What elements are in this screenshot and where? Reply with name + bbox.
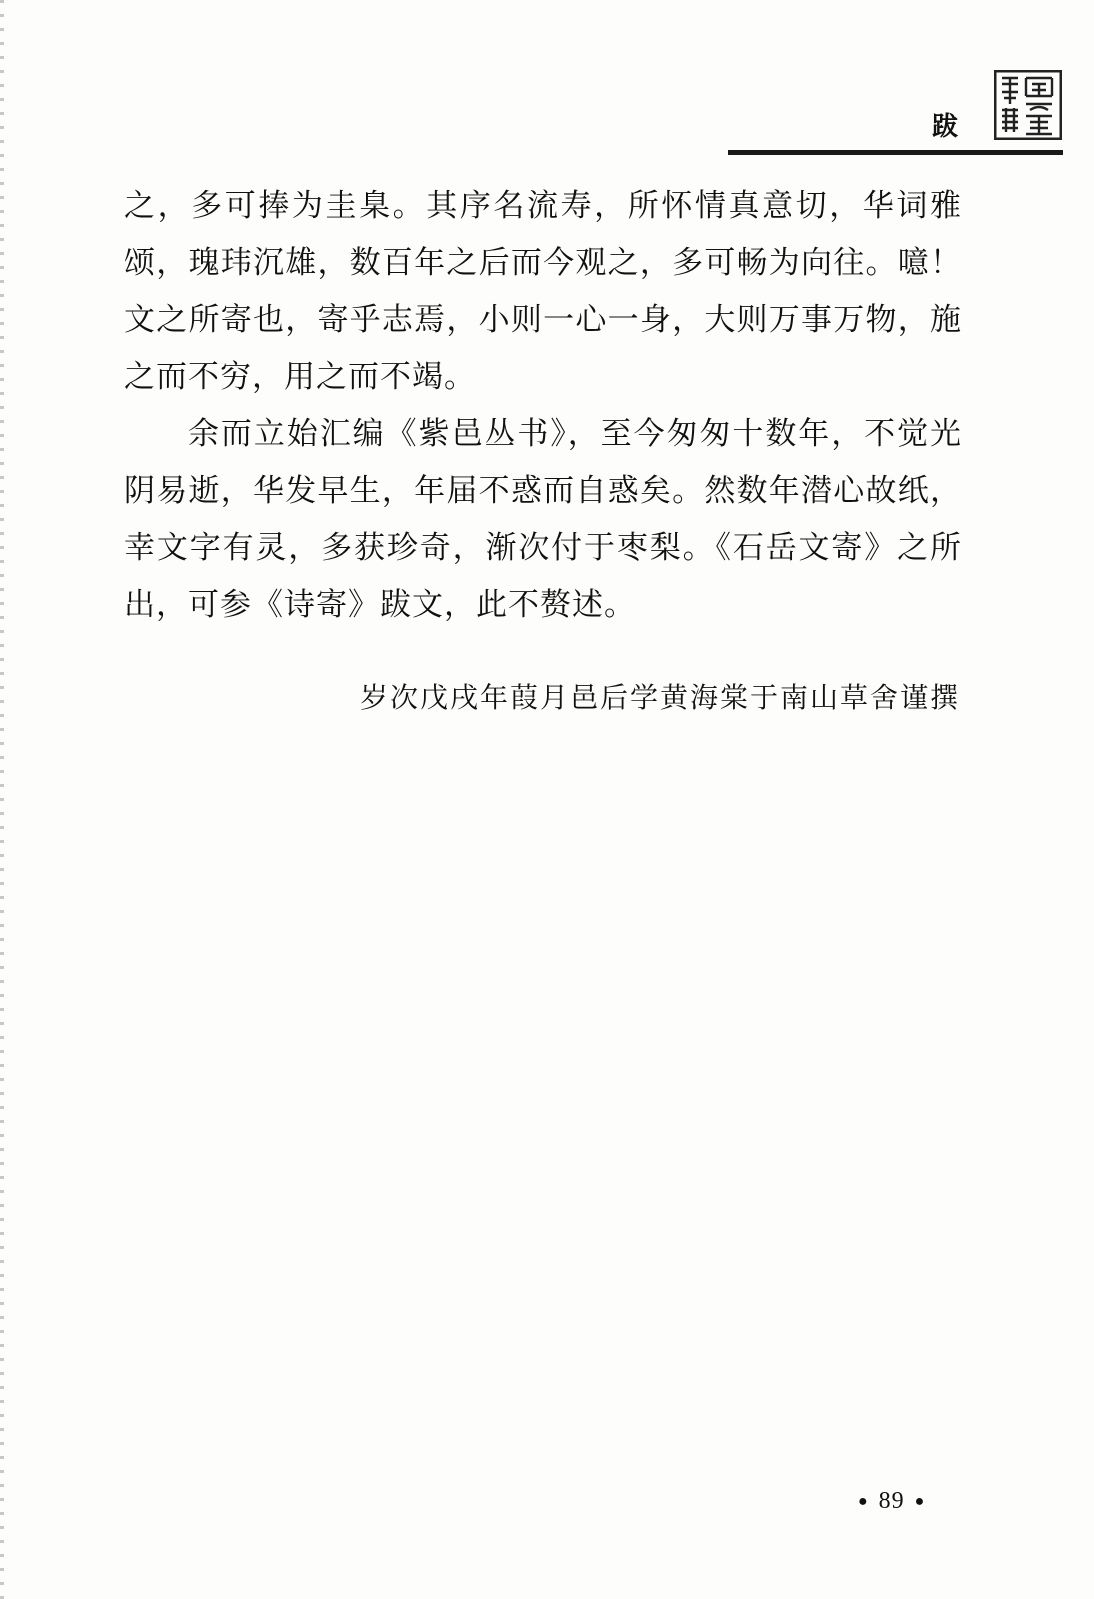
signature-line: 岁次戊戌年葭月邑后学黄海棠于南山草舍谨撰 [359, 681, 960, 714]
seal-stamp-icon [994, 70, 1062, 140]
running-header-title: 跋 [932, 112, 959, 142]
page-number [848, 1488, 935, 1515]
page-number-value: 89 [878, 1488, 905, 1514]
paragraph-2: 余而立始汇编《紫邑丛书》，至今匆匆十数年，不觉光阴易逝，华发早生，年届不惑而自惑矣。然数年潜心故纸，幸文字有灵，多获珍奇，渐次付于枣梨。《石岳文寄》之所出，可参《诗寄》跋文，此不赘述。 [124, 416, 962, 623]
header-rule [728, 150, 1063, 155]
paragraph-1: 之，多可捧为圭臬。其序名流寿，所怀情真意切，华词雅颂，瑰玮沉雄，数百年之后而今观之，多可畅为向往。噫！文之所寄也，寄乎志焉，小则一心一身，大则万事万物，施之而不穷，用之而不竭。 [124, 188, 962, 395]
body-text [124, 178, 962, 634]
scan-edge-marks [0, 0, 4, 1599]
page-number-dot-left: ● [858, 1493, 869, 1511]
page-number-dot-right: ● [914, 1493, 926, 1511]
